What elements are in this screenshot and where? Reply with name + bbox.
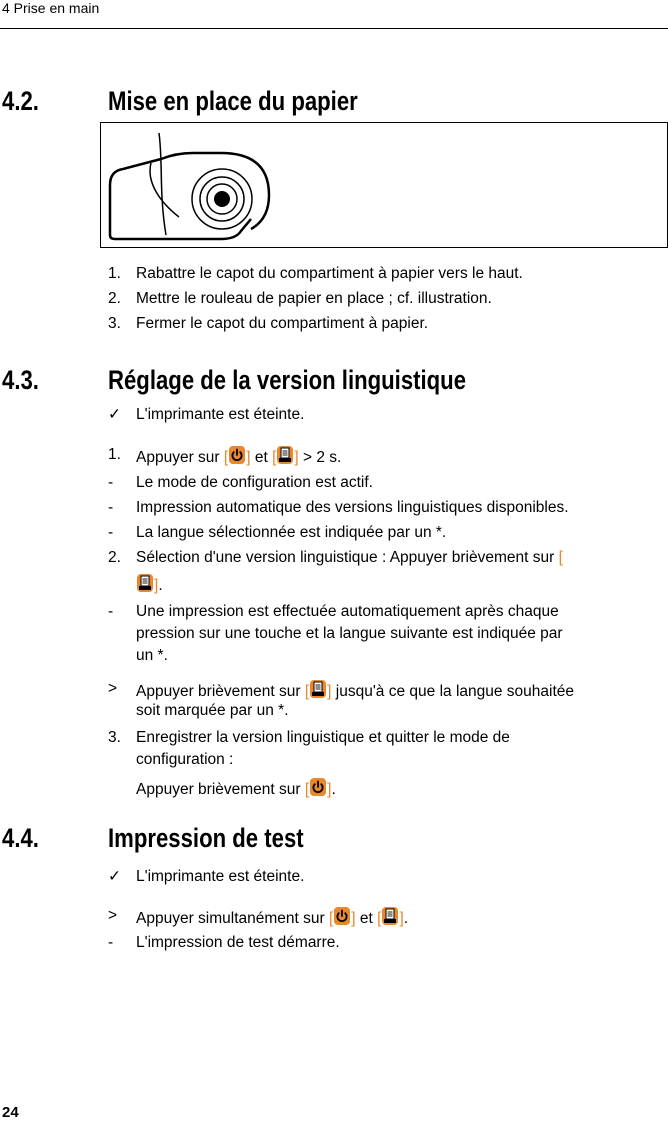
section-number: 4.3.: [2, 365, 39, 395]
checkmark-icon: ✓: [108, 868, 121, 885]
checkmark-icon: ✓: [108, 406, 121, 423]
paper-roll-illustration: [100, 122, 668, 248]
power-icon: [309, 776, 327, 798]
page-header: [0, 0, 668, 29]
paper-feed-icon: [381, 905, 399, 927]
page-number: 24: [2, 1104, 19, 1121]
power-icon: [228, 444, 246, 466]
section-title: Mise en place du papier: [108, 86, 358, 116]
paper-feed-icon: [309, 678, 327, 700]
paper-feed-icon: [276, 444, 294, 466]
section-title: Impression de test: [108, 823, 304, 853]
section-title: Réglage de la version linguistique: [108, 365, 467, 395]
section-number: 4.2.: [2, 86, 39, 116]
power-icon: [333, 905, 351, 927]
section-number: 4.4.: [2, 823, 39, 853]
paper-feed-icon: [136, 572, 154, 594]
chapter-label: 4 Prise en main: [2, 0, 100, 16]
